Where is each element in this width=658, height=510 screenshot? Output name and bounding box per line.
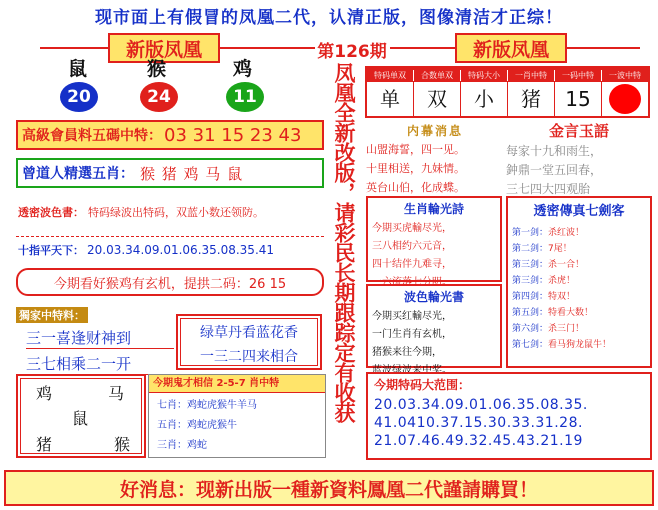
sword-7-value: 杀三门！ (548, 323, 585, 334)
color-secret-label: 透密波色書： (18, 206, 84, 219)
golden-words-line-1: 每家十九和雨生， (506, 144, 603, 158)
animal-chicken: 鸡 (36, 384, 53, 403)
ghost-box (148, 374, 326, 458)
special-header-2: 合数单双 (414, 70, 461, 81)
ghost-row-1-value: 鸡蛇虎猴牛羊马 (187, 399, 257, 411)
sword-3-value: 杀一合！ (548, 259, 585, 270)
wave-poem-line-3: 猪猴来往今期， (372, 347, 442, 358)
high-level-row (16, 120, 324, 150)
wave-poem-box (366, 284, 502, 376)
zodiac-poem-title: 生肖輪光詩 (403, 202, 464, 216)
ball-3-number: 11 (233, 87, 257, 107)
animals-grid (16, 374, 146, 458)
vertical-slogan-text: 凤凰全新改版，请彩民长期跟踪定有收获 (332, 62, 356, 422)
daoist-row (16, 158, 324, 188)
zodiac-poem-line-4: 一六流落七分明。 (372, 277, 452, 288)
two-codes-row (16, 268, 324, 296)
zodiac-animal-3: 鸡 (233, 58, 253, 80)
special-value-1: 单 (367, 82, 414, 116)
sword-6-key: 第五剑： (512, 307, 549, 318)
green-blue-line-1: 绿草丹看蓝花香 (200, 325, 298, 341)
sword-8-key: 第七剑： (512, 339, 549, 350)
zodiac-ball-1 (60, 82, 98, 112)
two-codes-text: 今期看好猴鸡有玄机，提拱二码：26 15 (53, 276, 287, 292)
exclusive-line-2: 三七相乘二一开 (26, 353, 174, 375)
sword-row-7 (512, 319, 646, 335)
inner-news-box (366, 122, 504, 194)
sword-4-key: 第三剑： (512, 275, 549, 286)
footer-banner (4, 470, 654, 506)
inner-news-line-3: 英台山伯，化成蝶。 (366, 181, 465, 194)
zodiac-poem-line-2: 三八相约六元音， (372, 241, 452, 252)
golden-words-title: 金言玉語 (548, 122, 609, 140)
sword-2-value: 7尾！ (548, 243, 572, 254)
issue-text: 第126期 (317, 41, 387, 62)
zodiac-ball-3 (226, 82, 264, 112)
animal-pig: 猪 (36, 435, 53, 454)
golden-words-box (506, 120, 652, 194)
ghost-row-2-key: 五肖： (157, 419, 187, 431)
high-level-label: 高級會員料五碼中特： (22, 128, 162, 144)
high-level-numbers: 03 31 15 23 43 (164, 124, 302, 146)
sword-4-value: 杀虎！ (548, 275, 576, 286)
golden-words-line-3: 三七四大四观胎 (506, 182, 591, 196)
special-value-3: 小 (461, 82, 508, 116)
sword-3-key: 第三剑： (512, 259, 549, 270)
ghost-row-2 (149, 413, 325, 433)
special-header-3: 特码大小 (461, 70, 508, 81)
issue-number (312, 36, 392, 62)
sword-row-2 (512, 239, 646, 255)
ghost-row-1 (149, 393, 325, 413)
color-secret-row (16, 200, 324, 224)
sword-row-8 (512, 335, 646, 351)
green-blue-line-2: 一三二四来相合 (200, 349, 298, 365)
sword-row-4 (512, 271, 646, 287)
special-header-4: 一肖中特 (508, 70, 555, 81)
animal-horse: 马 (108, 384, 125, 403)
range-line-2: 41.0410.37.15.30.33.31.28. (374, 415, 583, 431)
seven-swords-box (506, 196, 652, 368)
ghost-row-3-key: 三肖： (157, 439, 187, 451)
sword-1-key: 第一剑： (512, 227, 549, 238)
special-value-6 (602, 82, 648, 116)
range-box (366, 372, 652, 460)
top-banner (0, 0, 658, 30)
wave-poem-line-4: 蓝波绿波来中奖。 (372, 365, 452, 376)
sword-row-6 (512, 303, 646, 319)
red-wave-ball (609, 84, 641, 114)
special-table-value-row (367, 82, 648, 116)
daoist-label: 曾道人精選五肖： (22, 166, 134, 182)
zodiac-poem-line-1: 今期买虎輸尽光， (372, 223, 452, 234)
zodiac-animal-2: 猴 (147, 58, 167, 80)
range-line-3: 21.07.46.49.32.45.43.21.19 (374, 433, 583, 449)
vertical-slogan (328, 62, 362, 462)
ghost-row-1-key: 七肖： (157, 399, 187, 411)
range-line-1: 20.03.34.09.01.06.35.08.35. (374, 397, 588, 413)
color-secret-value: 特码绿波出特码，双蓝小数还领防。 (88, 206, 264, 219)
special-table (365, 66, 650, 118)
zodiac-animal-1: 鼠 (68, 58, 88, 80)
footer-text: 好消息：现新出版一種新資料鳳凰二代謹請購買！ (119, 478, 538, 501)
sword-5-value: 特双！ (548, 291, 576, 302)
seven-swords-title: 透密傳真七劍客 (533, 204, 625, 219)
zodiac-ball-2 (140, 82, 178, 112)
zodiac-poem-line-3: 四十结伴九难寻， (372, 259, 452, 270)
special-value-5: 15 (555, 82, 602, 116)
sword-8-value: 看马狗龙鼠牛！ (548, 339, 612, 350)
sword-6-value: 特看大数！ (548, 307, 594, 318)
sword-row-3 (512, 255, 646, 271)
left-title-text: 新版凤凰 (125, 38, 202, 61)
ghost-row-2-value: 鸡蛇虎猴牛 (187, 419, 237, 431)
ghost-row-3-value: 鸡蛇 (187, 439, 207, 451)
sword-row-1 (512, 223, 646, 239)
golden-words-line-2: 鈡鼎一堂五回春， (506, 163, 603, 177)
exclusive-line-1: 三一喜逢财神到 (26, 327, 174, 349)
exclusive-title: 獨家中特料： (16, 307, 88, 323)
inner-news-title: 内幕消息 (406, 124, 463, 138)
daoist-value: 猴 猪 鸡 马 鼠 (140, 164, 244, 183)
header-right-title (455, 33, 567, 63)
wave-poem-title: 波色輪光書 (403, 290, 464, 304)
sword-row-5 (512, 287, 646, 303)
animal-monkey: 猴 (114, 435, 131, 454)
ghost-row-3 (149, 433, 325, 453)
exclusive-box (16, 304, 174, 373)
zodiac-poem-box (366, 196, 502, 288)
animal-rat: 鼠 (72, 409, 89, 428)
inner-news-line-1: 山盟海誓，四一见。 (366, 143, 465, 156)
special-value-4: 猪 (508, 82, 555, 116)
special-header-1: 特码单双 (367, 70, 414, 81)
ten-pointers-row (16, 236, 324, 262)
special-header-6: 一波中特 (609, 70, 641, 80)
ten-pointers-value: 20.03.34.09.01.06.35.08.35.41 (87, 242, 275, 257)
banner-text: 现市面上有假冒的凤凰二代，认清正版，图像清洁才正综！ (95, 7, 563, 28)
ghost-title: 今期鬼才相信 2-5-7 肖中特 (149, 375, 325, 393)
special-table-header-row (367, 68, 648, 82)
sword-2-key: 第二剑： (512, 243, 549, 254)
special-header-5: 一码中特 (555, 70, 602, 81)
sword-7-key: 第六剑： (512, 323, 549, 334)
range-title: 今期特码大范围： (374, 378, 471, 392)
right-title-text: 新版凤凰 (472, 38, 549, 61)
wave-poem-line-2: 一门生肖有玄机， (372, 329, 452, 340)
wave-poem-line-1: 今期买红輸尽光， (372, 311, 452, 322)
sword-1-value: 杀红波！ (548, 227, 585, 238)
sword-5-key: 第四剑： (512, 291, 549, 302)
ball-1-number: 20 (67, 87, 91, 107)
zodiac-balls (50, 54, 290, 114)
inner-news-line-2: 十里相送，九妹情。 (366, 162, 465, 175)
ten-pointers-label: 十指平天下： (18, 243, 84, 257)
ball-2-number: 24 (147, 87, 171, 107)
special-value-2: 双 (414, 82, 461, 116)
green-blue-box (176, 314, 322, 370)
